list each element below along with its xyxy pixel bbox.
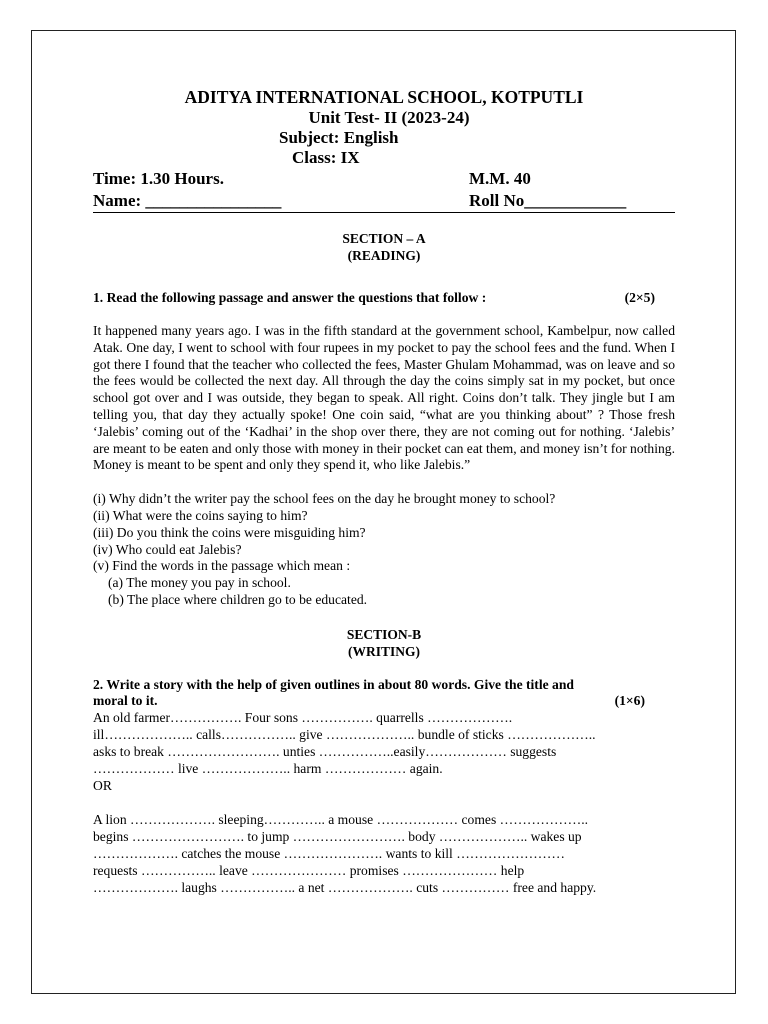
outline-line: requests …………….. leave ………………… promises ………………… help — [93, 862, 525, 878]
time: Time: 1.30 Hours. — [93, 169, 224, 188]
outline-line: ……………… live ……………….. harm ……………… again. — [93, 760, 443, 776]
reading-passage: It happened many years ago. I was in the fifth standard at the government school, Kambelpur, now called Atak. One day, I went to school with four rupees in my pocket to pay the school fees and the fund. When I got there I found that the teacher who collected the fees, Master Ghulam Mohammad, was on leave and so the fees would be collected the next day. All through the day the coins simply sat in my pocket, but once school got over and I was outside, they began to speak. All right. Coins don’t talk. They jingle but I am telling you, that day they actually spoke! One coin said, “what are you thinking about” ? Those fresh ‘Jalebis’ coming out of the ‘Kadhai’ in the shop over there, they are not coming out for nothing. ‘Jalebis’ are meant to be eaten and only those with money in their pocket can eat them, and money isn’t for nothing. Money is meant to be spent and only they spend it, who like Jalebis.” — [93, 323, 675, 473]
roll-field: Roll No____________ — [469, 191, 627, 210]
question-2-text: 2. Write a story with the help of given outlines in about 80 words. Give the title and — [93, 676, 574, 692]
or-separator: OR — [93, 777, 112, 793]
question-item: (i) Why didn’t the writer pay the school fees on the day he brought money to school? — [93, 491, 556, 507]
story-outline-2 — [93, 811, 675, 896]
outline-line: An old farmer……………. Four sons ……………. quarrells ………………. — [93, 709, 513, 725]
question-2-line2 — [93, 693, 675, 709]
subject: Subject: English — [279, 128, 399, 147]
section-a-title: SECTION – A — [342, 231, 426, 246]
question-2-line1 — [93, 677, 675, 693]
section-b-title: SECTION-B — [346, 626, 422, 642]
class: Class: IX — [292, 148, 360, 167]
question-item: (v) Find the words in the passage which mean : — [93, 558, 351, 574]
name-roll-row — [93, 190, 675, 212]
question-2-marks: (1×6) — [614, 692, 645, 708]
question-subitem: (b) The place where children go to be educated. — [108, 591, 368, 607]
school-name: ADITYA INTERNATIONAL SCHOOL, KOTPUTLI — [184, 87, 584, 107]
question-2-text-cont: moral to it. — [93, 692, 158, 708]
question-1-heading — [93, 290, 675, 306]
question-item: (ii) What were the coins saying to him? — [93, 507, 308, 523]
outline-line: A lion ………………. sleeping………….. a mouse ……………… comes ……………….. — [93, 811, 589, 827]
exam-paper — [93, 86, 675, 896]
question-subitem: (a) The money you pay in school. — [108, 575, 291, 591]
outline-line: asks to break ……………………. unties ……………..easily……………… suggests — [93, 743, 557, 759]
question-item: (iv) Who could eat Jalebis? — [93, 541, 242, 557]
time-marks-row — [93, 168, 675, 190]
question-1-text: 1. Read the following passage and answer the questions that follow : — [93, 290, 487, 305]
outline-line: ………………. catches the mouse …………………. wants to kill …………………… — [93, 845, 565, 861]
name-field: Name: ________________ — [93, 191, 282, 210]
story-outline-1 — [93, 709, 675, 794]
question-list — [93, 491, 675, 609]
outline-line: ill……………….. calls…………….. give ……………….. bundle of sticks ……………….. — [93, 726, 596, 742]
test-title: Unit Test- II (2023-24) — [308, 108, 470, 127]
section-b-subtitle: (WRITING) — [347, 643, 420, 659]
outline-line: begins ……………………. to jump ……………………. body ……………….. wakes up — [93, 828, 582, 844]
question-1-marks: (2×5) — [624, 290, 655, 305]
max-marks: M.M. 40 — [469, 169, 531, 188]
section-a-subtitle: (READING) — [347, 248, 421, 263]
question-item: (iii) Do you think the coins were misguiding him? — [93, 524, 366, 540]
outline-line: ………………. laughs …………….. a net ………………. cuts …………… free and happy. — [93, 879, 597, 895]
